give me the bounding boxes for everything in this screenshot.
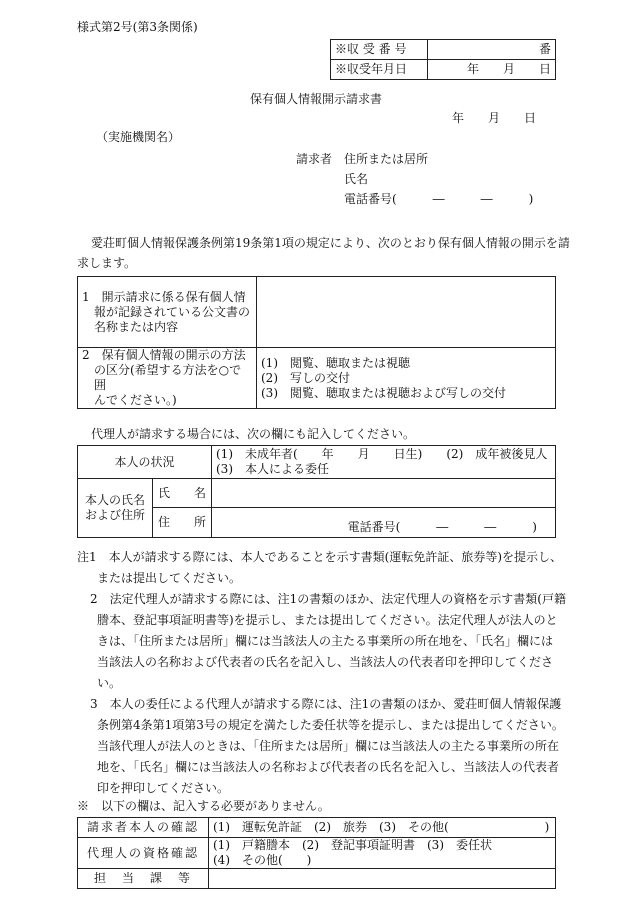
status-line-1[interactable]: (1) 未成年者( 年 月 日生) (2) 成年被後見人	[216, 447, 548, 461]
requester-phone-label: 電話番号( ― ― )	[344, 192, 534, 206]
note-line: または提出してください。	[97, 571, 242, 585]
row-1-line-3: 名称または内容	[94, 319, 179, 334]
intro-line-2: 求します。	[77, 256, 137, 270]
method-option-2[interactable]: (2) 写しの交付	[261, 370, 350, 385]
principal-address-field[interactable]	[212, 508, 556, 538]
principal-label-line-1: 本人の氏名	[84, 493, 145, 507]
requester-address-label: 住所または居所	[344, 152, 429, 166]
note-line: 当該代理人が法人のときは、「住所または居所」欄には当該法人の主たる事業所の所在	[97, 739, 560, 753]
form-label: 様式第2号(第3条関係)	[77, 20, 198, 34]
request-table	[77, 276, 556, 409]
status-options	[212, 446, 556, 479]
note-line: 地を、「氏名」欄には当該法人の名称および代表者の氏名を記入し、当該法人の代表者	[97, 760, 560, 774]
status-label: 本人の状況	[78, 446, 212, 479]
disclosure-method-options	[257, 348, 556, 409]
principal-label	[78, 479, 153, 538]
note-line: 2 法定代理人が請求する際には、注1の書類のほか、法定代理人の資格を示す書類(戸籍	[90, 592, 566, 606]
row-2-line-1: 2 保有個人情報の開示の方法	[82, 348, 246, 362]
agency-label: （実施機関名）	[96, 130, 181, 144]
agent-qualification-options	[209, 838, 556, 869]
row-2-line-3: んでください。)	[94, 393, 177, 407]
identity-check-options[interactable]: (1) 運転免許証 (2) 旅券 (3) その他( )	[209, 818, 556, 838]
note-line: 条例第4条第1項第3号の規定を満たした委任状等を提示し、または提出してください。	[97, 718, 564, 732]
office-note: ※ 以下の欄は、記入する必要がありません。	[77, 799, 330, 813]
requester-name-label: 氏名	[344, 172, 369, 186]
principal-phone: 電話番号( ― ― )	[347, 520, 537, 534]
note-line: い。	[97, 676, 122, 690]
agent-qualification-label: 代理人の資格確認	[78, 838, 209, 869]
requester-label: 請求者	[296, 152, 333, 166]
row-1-line-1: 1 開示請求に係る保有個人情	[82, 289, 246, 304]
row-2-line-2: の区分(希望する方法を○で囲	[94, 363, 242, 392]
office-table	[77, 817, 556, 889]
document-name-field[interactable]	[257, 277, 556, 348]
note-line: 印を押印してください。	[97, 781, 230, 795]
method-option-1[interactable]: (1) 閲覧、聴取または視聴	[261, 355, 410, 370]
department-label: 担 当 課 等	[78, 869, 209, 889]
row-1-label	[78, 277, 257, 348]
principal-name-label: 氏 名	[153, 479, 212, 508]
qualification-line-2[interactable]: (4) その他( )	[213, 853, 312, 867]
receipt-date-value: 年 月 日	[428, 60, 556, 80]
status-line-2[interactable]: (3) 本人による委任	[216, 462, 329, 476]
note-line: きは、「住所または居所」欄には当該法人の主たる事業所の所在地を、「氏名」欄には	[97, 634, 554, 648]
note-line: 謄本、登記事項証明書等)を提示し、または提出してください。法定代理人が法人のと	[97, 613, 558, 627]
agent-intro: 代理人が請求する場合には、次の欄にも記入してください。	[91, 427, 416, 441]
receipt-table	[330, 39, 556, 80]
receipt-number-value: 番	[428, 40, 556, 60]
department-field[interactable]	[209, 869, 556, 889]
note-line: 3 本人の委任による代理人が請求する際には、注1の書類のほか、愛荘町個人情報保護	[90, 697, 562, 711]
note-line: 当該法人の名称および代表者の氏名を記入し、当該法人の代表者印を押印してくださ	[97, 655, 554, 669]
request-date: 年 月 日	[452, 111, 537, 125]
receipt-number-label: ※収 受 番 号	[331, 40, 428, 60]
principal-label-line-2: および住所	[84, 508, 145, 522]
agent-table	[77, 445, 556, 538]
method-option-3[interactable]: (3) 閲覧、聴取または視聴および写しの交付	[261, 385, 506, 400]
principal-name-field[interactable]	[212, 479, 556, 508]
principal-address-label: 住 所	[153, 508, 212, 538]
intro-line-1: 愛荘町個人情報保護条例第19条第1項の規定により、次のとおり保有個人情報の開示を請	[91, 236, 570, 250]
note-line: 注1 本人が請求する際には、本人であることを示す書類(運転免許証、旅券等)を提示し、	[77, 550, 563, 564]
row-2-label	[78, 348, 257, 409]
qualification-line-1[interactable]: (1) 戸籍謄本 (2) 登記事項証明書 (3) 委任状	[213, 838, 492, 852]
identity-check-label: 請求者本人の確認	[78, 818, 209, 838]
row-1-line-2: 報が記録されている公文書の	[94, 304, 251, 319]
receipt-date-label: ※収受年月日	[331, 60, 428, 80]
page-title: 保有個人情報開示請求書	[250, 92, 383, 106]
